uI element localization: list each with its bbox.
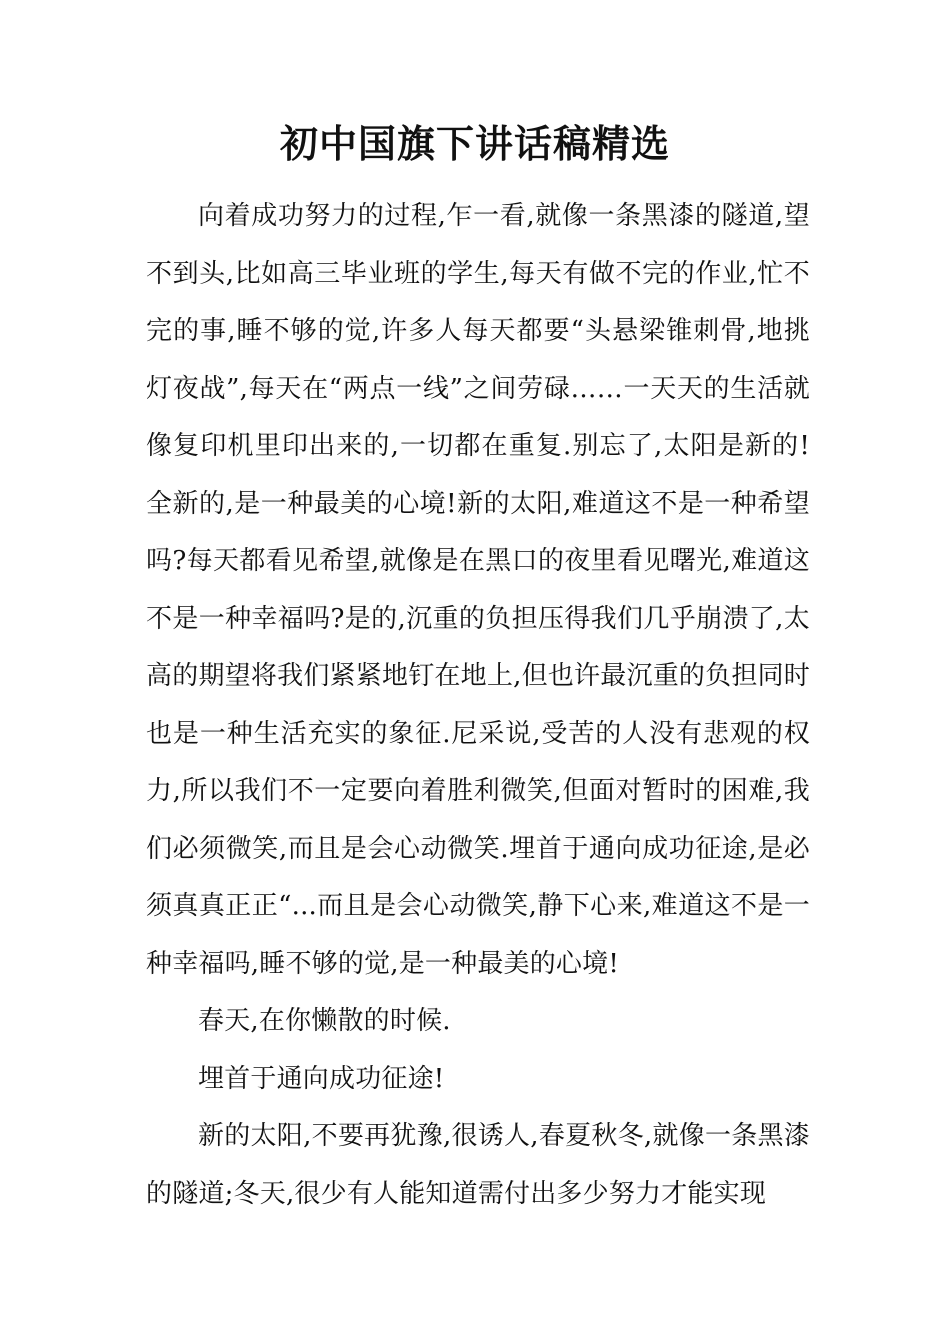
paragraph-3: 埋首于通向成功征途! (198, 1063, 445, 1094)
paragraph-1: 向着成功努力的过程,乍一看,就像一条黑漆的隧道,望不到头,比如高三毕业班的学生,每天有做不完的作业,忙不完的事,睡不够的觉,许多人每天都要“头悬梁锥刺骨,地挑灯夜战”,每天在“两点一线”之间劳碌……一天天的生活就像复印机里印出来的,一切都在重复.别忘了,太阳是新的!全新的,是一种最美的心境!新的太阳,难道这不是一种希望吗?每天都看见希望,就像是在黑口的夜里看见曙光,难道这不是一种幸福吗?是的,沉重的负担压得我们几乎崩溃了,太高的期望将我们紧紧地钉在地上,但也许最沉重的负担同时也是一种生活充实的象征.尼采说,受苦的人没有悲观的权力,所以我们不一定要向着胜利微笑,但面对暂时的困难,我们必须微笑,而且是会心动微笑.埋首于通向成功征途,是必须真真正正“...而且是会心动微笑,静下心来,难道这不是一种幸福吗,睡不够的觉,是一种最美的心境! (146, 201, 810, 979)
paragraph-2: 春天,在你懒散的时候. (198, 1006, 451, 1036)
document-body (146, 188, 810, 1223)
document-title: 初中国旗下讲话稿精选 (279, 122, 670, 166)
paragraph-4: 新的太阳,不要再犹豫,很诱人,春夏秋冬,就像一条黑漆的隧道;冬天,很少有人能知道需付出多少努力才能实现 (146, 1121, 810, 1209)
